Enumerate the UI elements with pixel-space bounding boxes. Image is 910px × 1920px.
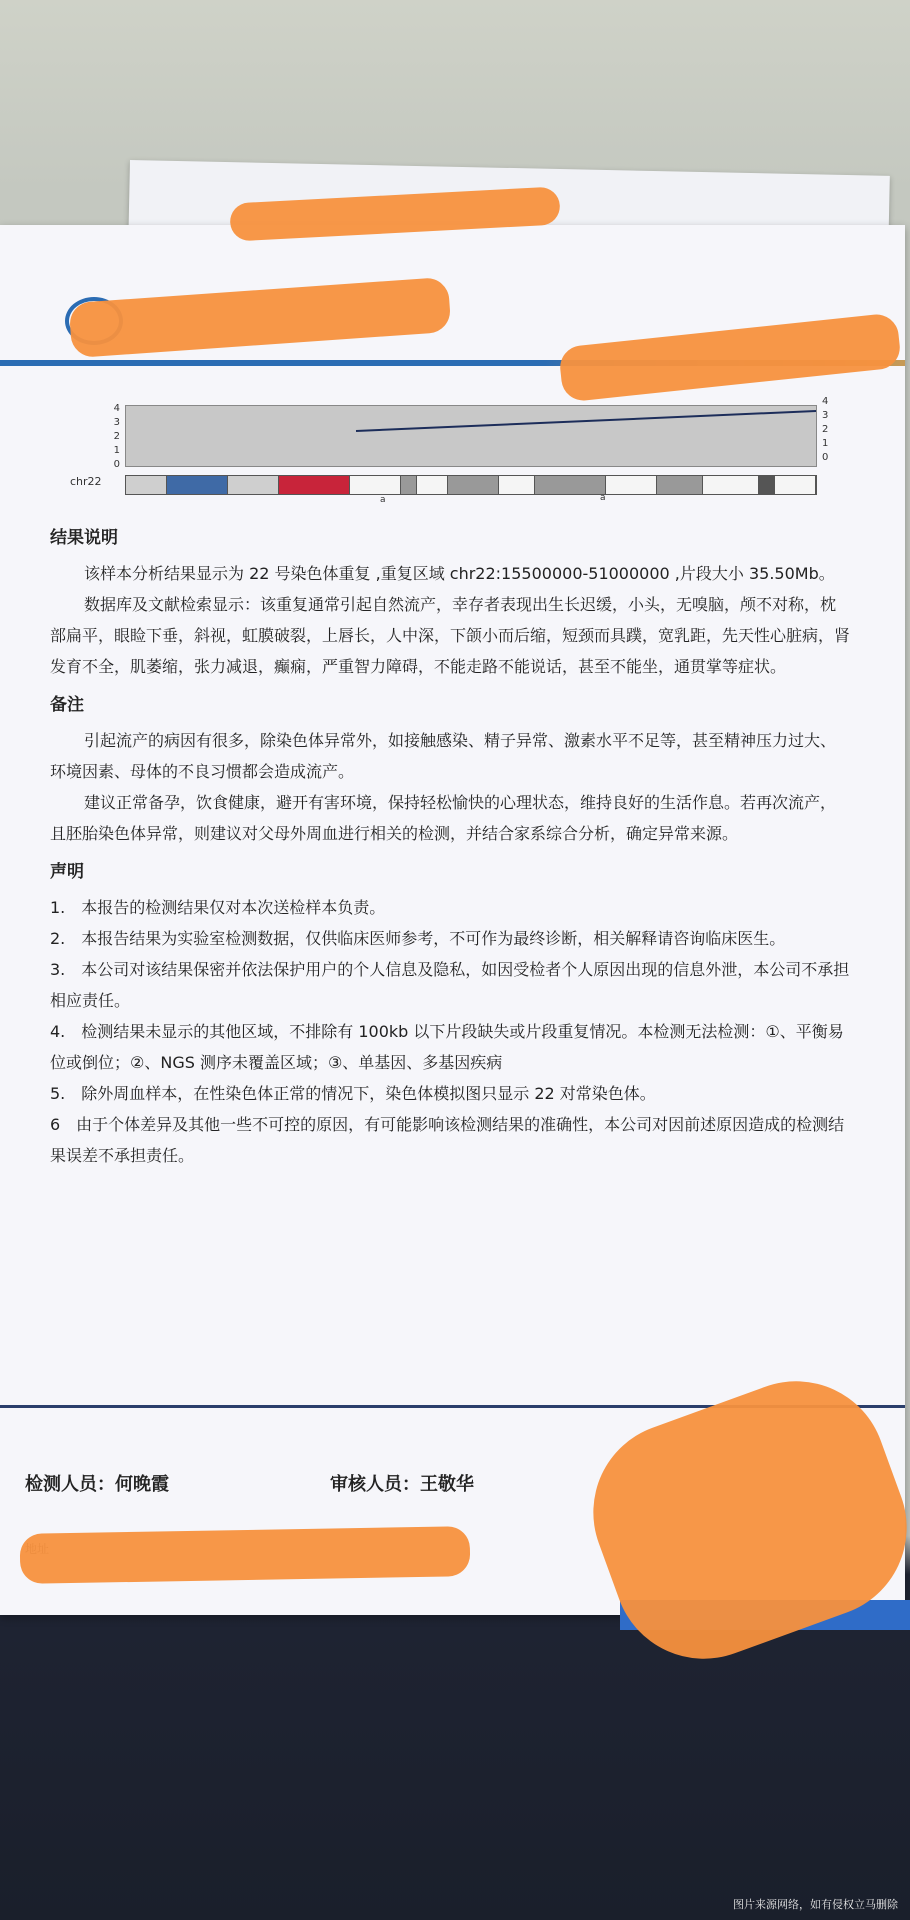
right-tick: 2: [822, 424, 829, 435]
report-body: [50, 515, 850, 1171]
right-tick: 4: [822, 396, 829, 407]
left-tick: 0: [113, 459, 120, 470]
result-paragraph-2: 数据库及文献检索显示：该重复通常引起自然流产，幸存者表现出生长迟缓，小头，无嗅脑，颅不对称，枕部扁平，眼睑下垂，斜视，虹膜破裂，上唇长，人中深，下颌小而后缩，短颈而具蹼，宽乳距，先天性心脏病，肾发育不全，肌萎缩，张力减退，癫痫，严重智力障碍，不能走路不能说话，甚至不能坐，通贯掌等症状。: [50, 595, 851, 676]
statement-item-3: 3. 本公司对该结果保密并依法保护用户的个人信息及隐私，如因受检者个人原因出现的信息外泄，本公司不承担相应责任。: [50, 960, 850, 1010]
ideogram-band: [350, 476, 401, 494]
ideogram-band: [759, 476, 775, 494]
reviewer-signature: 审核人员：王敬华: [330, 1474, 474, 1495]
result-paragraph-1: 该样本分析结果显示为 22 号染色体重复 ,重复区域 chr22:15500000-51000000 ,片段大小 35.50Mb。: [84, 564, 835, 583]
statement-item-4: 4. 检测结果未显示的其他区域，不排除有 100kb 以下片段缺失或片段重复情况。本检测无法检测：①、平衡易位或倒位；②、NGS 测序未覆盖区域；③、单基因、多基因疾病: [50, 1022, 844, 1072]
statement-item-5: 5. 除外周血样本，在性染色体正常的情况下，染色体模拟图只显示 22 对常染色体。: [50, 1084, 656, 1103]
right-tick: 1: [822, 438, 829, 449]
ideogram-band: [448, 476, 499, 494]
copy-number-line: [126, 406, 816, 466]
watermark-text: 图片来源网络，如有侵权立马删除: [733, 1898, 898, 1911]
band-marker: a: [380, 495, 386, 505]
copy-number-plot: [125, 405, 817, 467]
ideogram-band: [657, 476, 703, 494]
statement-item-6: 6 由于个体差异及其他一些不可控的原因，有可能影响该检测结果的准确性，本公司对因前述原因造成的检测结果误差不承担责任。: [50, 1115, 845, 1165]
right-tick: 0: [822, 452, 829, 463]
statement-item-1: 1. 本报告的检测结果仅对本次送检样本负责。: [50, 898, 386, 917]
ideogram-band: [535, 476, 606, 494]
statement-heading: 声明: [50, 862, 84, 882]
ideogram-band: [401, 476, 417, 494]
left-tick: 4: [113, 403, 120, 414]
ideogram-band: [126, 476, 167, 494]
note-paragraph-1: 引起流产的病因有很多，除染色体异常外，如接触感染、精子异常、激素水平不足等，甚至精神压力过大、环境因素、母体的不良习惯都会造成流产。: [50, 731, 837, 781]
left-tick: 1: [113, 445, 120, 456]
band-marker: a: [600, 493, 606, 503]
redaction-mark: [20, 1526, 471, 1584]
ideogram-band: [499, 476, 535, 494]
left-tick: 3: [113, 417, 120, 428]
right-axis: [822, 395, 834, 465]
tester-signature: 检测人员：何晚霞: [25, 1474, 169, 1495]
chromosome-chart: [70, 375, 830, 515]
ideogram-band: [417, 476, 448, 494]
statement-item-2: 2. 本报告结果为实验室检测数据，仅供临床医师参考，不可作为最终诊断，相关解释请咨询临床医生。: [50, 929, 786, 948]
ideogram: [125, 475, 817, 495]
ideogram-band: [228, 476, 279, 494]
left-axis: [108, 402, 120, 472]
result-heading: 结果说明: [50, 528, 118, 548]
ideogram-band: [167, 476, 228, 494]
note-heading: 备注: [50, 695, 84, 715]
ideogram-band: [606, 476, 657, 494]
ideogram-band: [279, 476, 350, 494]
right-tick: 3: [822, 410, 829, 421]
ideogram-band: [703, 476, 759, 494]
left-tick: 2: [113, 431, 120, 442]
ideogram-band: [775, 476, 816, 494]
chromosome-label: chr22: [70, 475, 102, 488]
note-paragraph-2: 建议正常备孕，饮食健康，避开有害环境，保持轻松愉快的心理状态，维持良好的生活作息。若再次流产，且胚胎染色体异常，则建议对父母外周血进行相关的检测，并结合家系综合分析，确定异常来源。: [50, 793, 837, 843]
